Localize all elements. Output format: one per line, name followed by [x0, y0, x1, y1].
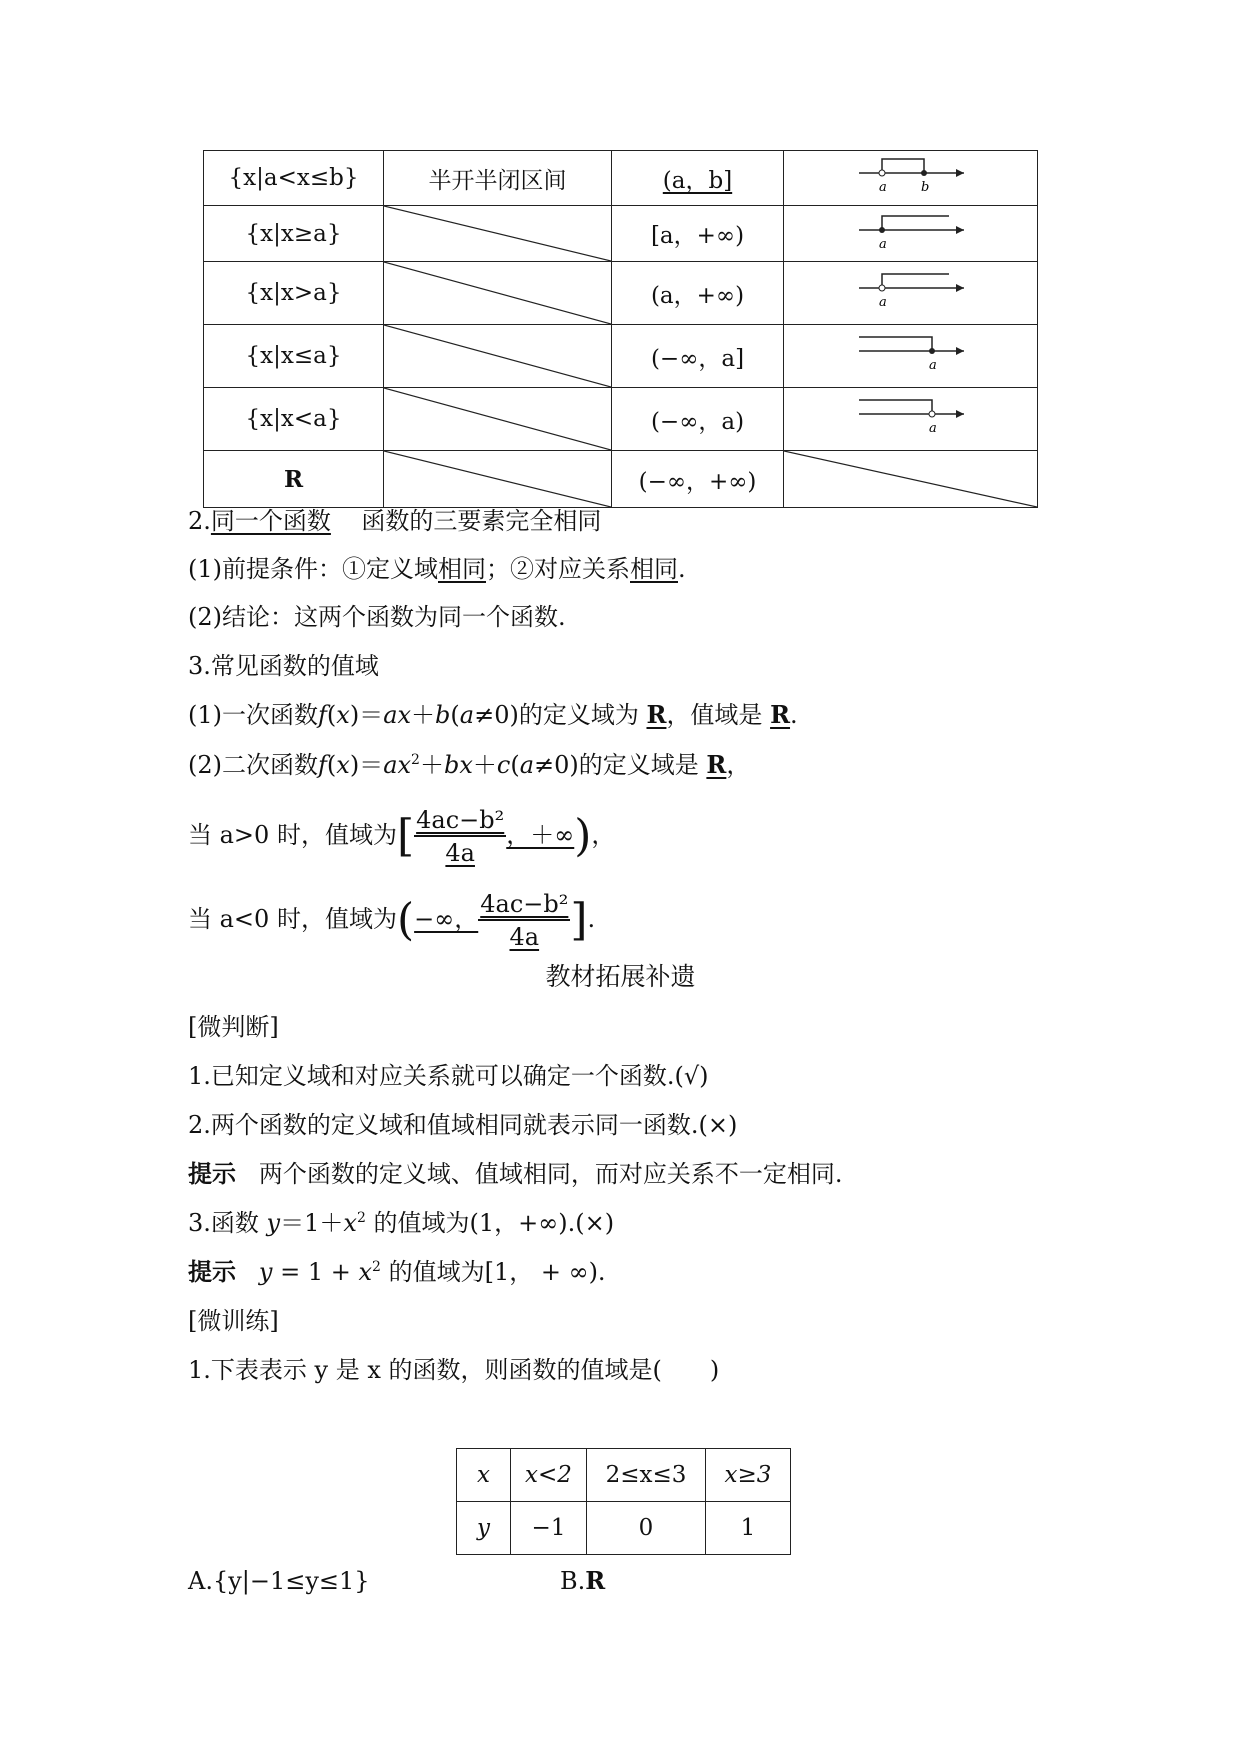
- number-line-cell: [784, 151, 1038, 206]
- number-line-cell: [784, 206, 1038, 262]
- number-line-gt-a: [784, 262, 1037, 324]
- set-cell: R: [204, 451, 384, 508]
- set-cell: {x|x>a}: [204, 262, 384, 325]
- notation-cell: (−∞，a): [612, 388, 784, 451]
- train-header: [微训练]: [188, 1307, 279, 1335]
- empty-cell: [384, 262, 612, 325]
- section2-condition: (1)前提条件：①定义域相同；②对应关系相同.: [188, 555, 686, 583]
- empty-cell: [384, 206, 612, 262]
- table-cell: x≥3: [706, 1449, 791, 1502]
- train-q1: 1.下表表示 y 是 x 的函数，则函数的值域是( ): [188, 1356, 720, 1384]
- fraction: $\frac{\text{4ac−b²}}{4a}$: [416, 805, 505, 867]
- notation-cell: [a，+∞): [612, 206, 784, 262]
- value-table: [456, 1448, 791, 1555]
- number-line-ge-a: [784, 206, 1037, 261]
- set-cell: {x|x≤a}: [204, 325, 384, 388]
- notation-cell: (a，b]: [612, 151, 784, 206]
- set-cell: {x|a<x≤b}: [204, 151, 384, 206]
- extension-title: 教材拓展补遗: [545, 962, 696, 991]
- section2-title: 同一个函数: [210, 507, 331, 535]
- option-b: B.R: [560, 1566, 606, 1595]
- section2-conclusion: (2)结论：这两个函数为同一个函数.: [188, 603, 566, 631]
- table-cell: 2≤x≤3: [587, 1449, 706, 1502]
- option-a: A.{y|−1≤y≤1}: [188, 1567, 370, 1595]
- table-cell: y: [457, 1502, 511, 1555]
- number-line-cell: [784, 388, 1038, 451]
- table-cell: x<2: [511, 1449, 587, 1502]
- svg-text:b: b: [921, 180, 930, 195]
- empty-cell: [384, 451, 612, 508]
- section2-heading: 2.同一个函数 函数的三要素完全相同: [188, 507, 602, 535]
- notation-cell: (−∞，+∞): [612, 451, 784, 508]
- judge-hint1: 提示 两个函数的定义域、值域相同，而对应关系不一定相同.: [188, 1160, 843, 1188]
- quadratic-function-line: (2)二次函数$f(x)=ax^2+bx+c(a\ne 0)$的定义域是 R，: [188, 750, 751, 779]
- table-cell: −1: [511, 1502, 587, 1555]
- table-cell: x: [457, 1449, 511, 1502]
- section3-title: 3.常见函数的值域: [188, 652, 379, 680]
- range-a-negative: 当 a<0 时，值域为(−∞， $\frac{\text{4ac−b²}}{4a}$ ].: [188, 889, 596, 951]
- judge-header: [微判断]: [188, 1013, 279, 1041]
- number-line-cell: [784, 325, 1038, 388]
- svg-text:a: a: [879, 237, 887, 252]
- judge-q2: 2.两个函数的定义域和值域相同就表示同一函数.(×): [188, 1111, 738, 1139]
- number-line-cell: [784, 262, 1038, 325]
- set-cell: {x|x≥a}: [204, 206, 384, 262]
- table-cell: 0: [587, 1502, 706, 1555]
- range-a-positive: 当 a>0 时，值域为[ $\frac{\text{4ac−b²}}{4a}$ ，＋∞)，: [188, 805, 616, 867]
- number-line-le-a: [784, 325, 1037, 387]
- empty-cell: [384, 325, 612, 388]
- svg-text:a: a: [879, 180, 887, 195]
- fraction: $\frac{\text{4ac−b²}}{4a}$: [480, 889, 569, 951]
- judge-hint2: 提示 $y = 1 + x^2$ 的值域为[1， + ∞).: [188, 1258, 606, 1286]
- notation-cell: (−∞，a]: [612, 325, 784, 388]
- number-line-a-b: [784, 151, 1037, 205]
- set-cell: {x|x<a}: [204, 388, 384, 451]
- interval-table: [203, 150, 1038, 508]
- name-cell: 半开半闭区间: [384, 151, 612, 206]
- svg-text:a: a: [929, 358, 937, 373]
- table-cell: 1: [706, 1502, 791, 1555]
- svg-text:a: a: [929, 421, 937, 436]
- notation-cell: (a，+∞): [612, 262, 784, 325]
- empty-cell: [384, 388, 612, 451]
- svg-text:a: a: [879, 295, 887, 310]
- linear-function-line: (1)一次函数f(x)＝ax＋b(a≠0)的定义域为 R，值域是 R.: [188, 700, 798, 729]
- judge-q3: 3.函数 $y=1+x^2$ 的值域为(1，+∞).(×): [188, 1209, 615, 1237]
- number-line-lt-a: [784, 388, 1037, 450]
- judge-q1: 1.已知定义域和对应关系就可以确定一个函数.(√): [188, 1062, 709, 1090]
- empty-cell: [784, 451, 1038, 508]
